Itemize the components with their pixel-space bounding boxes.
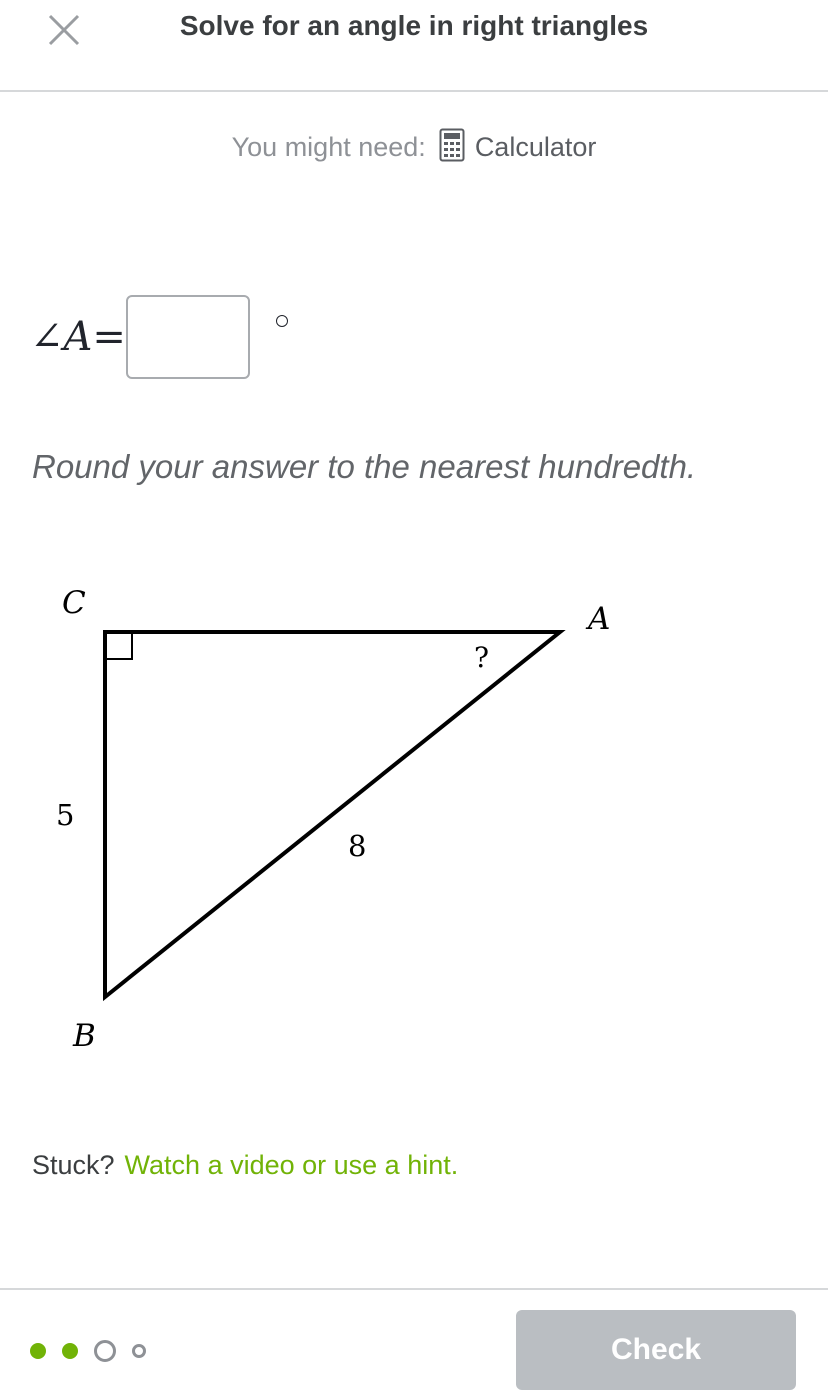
page-title: Solve for an angle in right triangles — [179, 10, 649, 41]
top-bar — [0, 0, 828, 92]
progress-dot-1 — [30, 1343, 46, 1359]
triangle-diagram — [0, 560, 828, 1060]
answer-input[interactable] — [126, 295, 250, 379]
progress-dot-3 — [94, 1340, 116, 1362]
answer-equation — [30, 292, 250, 382]
rounding-instruction: Round your answer to the nearest hundredth. — [32, 448, 697, 485]
progress-dots — [30, 1340, 162, 1362]
hint-link[interactable]: Watch a video or use a hint. — [124, 1150, 459, 1180]
vertex-a-label: A — [588, 601, 611, 637]
calculator-icon — [439, 128, 465, 169]
footer-bar — [0, 1288, 828, 1397]
side-ab-label: 8 — [348, 829, 367, 863]
check-button[interactable]: Check — [516, 1310, 796, 1390]
angle-label: ∠A — [30, 314, 93, 360]
vertex-b-label: B — [73, 1018, 96, 1054]
progress-dot-2 — [62, 1343, 78, 1359]
triangle-shape — [105, 632, 560, 997]
stuck-label: Stuck? — [32, 1150, 115, 1180]
progress-dot-4 — [132, 1344, 146, 1358]
equals-sign: = — [92, 314, 126, 360]
right-angle-marker — [105, 632, 132, 659]
vertex-c-label: C — [62, 585, 86, 621]
tools-prefix: You might need: — [231, 132, 426, 162]
degree-symbol — [276, 315, 288, 327]
help-row — [32, 1150, 458, 1181]
angle-a-unknown: ? — [474, 641, 490, 674]
tools-needed — [0, 128, 828, 169]
side-cb-label: 5 — [56, 798, 75, 832]
calculator-link[interactable]: Calculator — [474, 132, 597, 162]
